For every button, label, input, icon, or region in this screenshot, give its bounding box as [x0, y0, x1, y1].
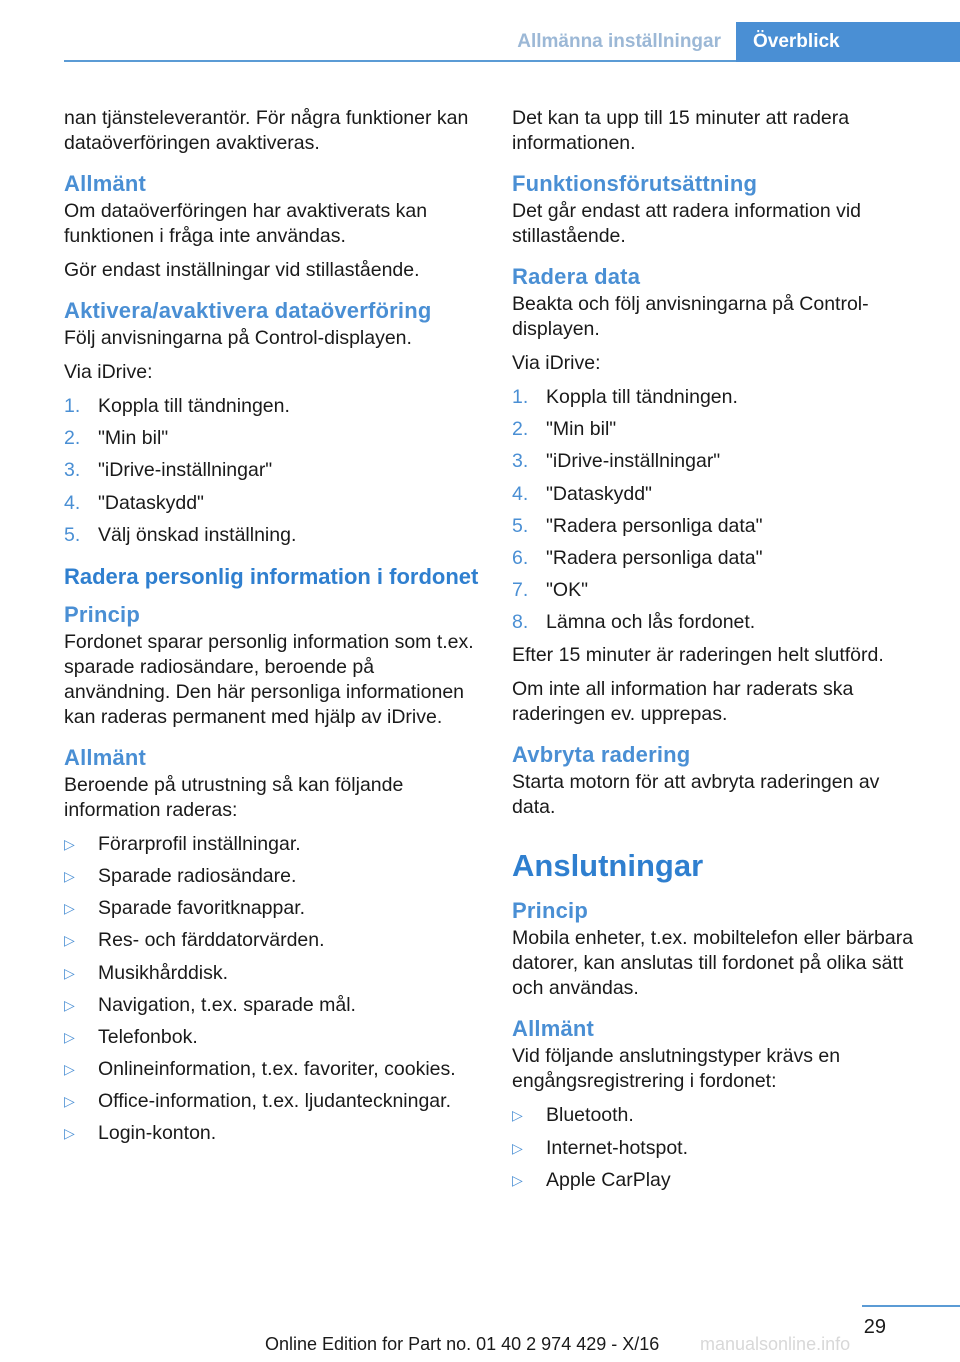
- radera-list: [64, 832, 484, 1147]
- header-tab-label: Överblick: [753, 31, 840, 52]
- list-item: [512, 1103, 927, 1128]
- step-number: 5.: [512, 514, 529, 537]
- edition-line: Online Edition for Part no. 01 40 2 974 429 - X/16: [265, 1334, 660, 1354]
- aktivera-text: Följ anvisningarna på Control-displayen.: [64, 327, 412, 349]
- step-number: 2.: [64, 427, 81, 450]
- list-item: [64, 961, 484, 986]
- list-item: [64, 1121, 484, 1146]
- triangle-bullet-icon: ▷: [64, 996, 75, 1013]
- list-item-text: Internet-hotspot.: [546, 1136, 689, 1159]
- triangle-bullet-icon: ▷: [64, 900, 75, 917]
- step-text: "Radera personliga data": [546, 546, 763, 569]
- heading-allmant-2: Allmänt: [64, 744, 147, 770]
- list-item-text: Musikhårddisk.: [98, 961, 229, 984]
- heading-allmant-3: Allmänt: [512, 1016, 595, 1042]
- page-number: 29: [863, 1316, 886, 1338]
- list-item: [512, 385, 927, 410]
- step-number: 7.: [512, 579, 529, 602]
- step-text: "Min bil": [98, 427, 169, 450]
- avbryta-text: Starta motorn för att avbryta raderingen av data.: [512, 771, 880, 819]
- step-text: Koppla till tändningen.: [546, 386, 738, 408]
- list-item: [64, 928, 484, 953]
- triangle-bullet-icon: ▷: [512, 1107, 523, 1124]
- right-intro: Det kan ta upp till 15 minuter att radera informationen.: [512, 107, 850, 154]
- list-item: [512, 1136, 927, 1161]
- triangle-bullet-icon: ▷: [64, 1061, 75, 1078]
- triangle-bullet-icon: ▷: [64, 1125, 75, 1142]
- triangle-bullet-icon: ▷: [64, 932, 75, 949]
- step-text: Lämna och lås fordonet.: [546, 611, 756, 634]
- list-item: [64, 426, 484, 451]
- step-text: Välj önskad inställning.: [98, 523, 297, 546]
- step-number: 3.: [512, 450, 529, 473]
- list-item-text: Apple CarPlay: [546, 1168, 671, 1191]
- header-section-title: Allmänna inställningar: [517, 31, 721, 52]
- step-number: 1.: [64, 395, 81, 417]
- aktivera-steps: [64, 394, 484, 548]
- step-text: "Min bil": [546, 418, 617, 441]
- triangle-bullet-icon: ▷: [512, 1171, 523, 1188]
- heading-princip: Princip: [64, 601, 140, 627]
- step-text: Koppla till tändningen.: [98, 395, 290, 417]
- heading-radera-data: Radera data: [512, 264, 641, 289]
- step-text: "OK": [546, 579, 589, 602]
- list-item-text: Navigation, t.ex. sparade mål.: [98, 993, 356, 1016]
- anslutning-list: [512, 1103, 927, 1192]
- princip-text: Fordonet sparar personlig information som t.ex. sparade radiosändare, beroende på användning. Den här personliga informationen kan raderas permanent med hjälp av iDrive.: [64, 630, 474, 728]
- step-text: "Dataskydd": [98, 491, 204, 514]
- list-item-text: Sparade favoritknappar.: [98, 897, 306, 920]
- heading-avbryta: Avbryta radering: [512, 742, 691, 768]
- allmant-3-text: Vid följande anslutningstyper krävs en engångsregistrering i fordonet:: [512, 1045, 841, 1093]
- list-item-text: Förarprofil inställningar.: [98, 832, 301, 855]
- list-item: [64, 864, 484, 889]
- funktion-text: Det går endast att radera information vid stillastående.: [512, 200, 862, 247]
- list-item-text: Login-konton.: [98, 1122, 217, 1145]
- left-intro: nan tjänsteleverantör. För några funktioner kan dataöverföringen avaktiveras.: [64, 107, 469, 154]
- allmant-1-text: Om dataöverföringen har avaktiverats kan funktionen i fråga inte användas.: [64, 200, 428, 247]
- step-number: 3.: [64, 459, 81, 482]
- list-item-text: Bluetooth.: [546, 1104, 634, 1127]
- heading-anslutningar: Anslutningar: [512, 848, 704, 884]
- list-item: [512, 417, 927, 442]
- list-item-text: Office-information, t.ex. ljudanteckningar.: [98, 1090, 451, 1113]
- triangle-bullet-icon: ▷: [64, 1093, 75, 1110]
- step-text: "Radera personliga data": [546, 514, 763, 537]
- heading-radera-personlig: Radera personlig information i fordonet: [64, 563, 479, 589]
- list-item-text: Onlineinformation, t.ex. favoriter, cookies.: [98, 1058, 456, 1081]
- left-column: [64, 106, 484, 1154]
- right-column: [512, 106, 927, 1201]
- list-item: [64, 896, 484, 921]
- triangle-bullet-icon: ▷: [64, 835, 75, 852]
- list-item: [64, 523, 484, 548]
- aktivera-via: Via iDrive:: [64, 361, 153, 383]
- step-number: 6.: [512, 546, 529, 569]
- list-item: [64, 832, 484, 857]
- step-text: "iDrive-inställningar": [98, 459, 273, 482]
- heading-funktionsforutsattning: Funktionsförutsättning: [512, 171, 758, 196]
- step-number: 5.: [64, 523, 81, 546]
- step-number: 2.: [512, 418, 529, 441]
- heading-princip-2: Princip: [512, 898, 588, 924]
- triangle-bullet-icon: ▷: [512, 1139, 523, 1156]
- step-number: 8.: [512, 611, 529, 634]
- list-item-text: Res- och färddatorvärden.: [98, 929, 325, 952]
- header-tab: [736, 22, 960, 62]
- allmant-1-note: Gör endast inställningar vid stillastående.: [64, 259, 420, 281]
- list-item: [64, 1057, 484, 1082]
- list-item: [512, 546, 927, 571]
- list-item: [512, 482, 927, 507]
- list-item: [512, 578, 927, 603]
- list-item: [512, 1168, 927, 1193]
- radera-steps: [512, 385, 927, 635]
- list-item: [64, 1089, 484, 1114]
- list-item: [64, 993, 484, 1018]
- list-item: [64, 491, 484, 516]
- triangle-bullet-icon: ▷: [64, 1028, 75, 1045]
- triangle-bullet-icon: ▷: [64, 867, 75, 884]
- radera-text: Beakta och följ anvisningarna på Control-displayen.: [512, 293, 869, 340]
- step-text: "Dataskydd": [546, 482, 652, 505]
- footer-rule: [862, 1305, 960, 1307]
- after-text-1: Efter 15 minuter är raderingen helt slutförd.: [512, 644, 884, 667]
- step-number: 4.: [64, 491, 81, 514]
- list-item: [64, 394, 484, 419]
- list-item: [512, 449, 927, 474]
- list-item: [64, 458, 484, 483]
- list-item: [512, 514, 927, 539]
- list-item-text: Telefonbok.: [98, 1025, 198, 1048]
- watermark: manualsonline.info: [700, 1334, 851, 1354]
- allmant-2-text: Beroende på utrustning så kan följande information raderas:: [64, 773, 404, 821]
- list-item: [512, 610, 927, 635]
- step-text: "iDrive-inställningar": [546, 450, 721, 473]
- step-number: 4.: [512, 482, 529, 505]
- heading-aktivera: Aktivera/avaktivera dataöverföring: [64, 298, 432, 323]
- princip-2-text: Mobila enheter, t.ex. mobiltelefon eller bärbara datorer, kan anslutas till fordonet på olika sätt och användas.: [512, 927, 914, 1000]
- list-item: [64, 1025, 484, 1050]
- after-text-2: Om inte all information har raderats ska raderingen ev. upprepas.: [512, 678, 854, 726]
- step-number: 1.: [512, 386, 529, 408]
- radera-via: Via iDrive:: [512, 352, 601, 374]
- triangle-bullet-icon: ▷: [64, 964, 75, 981]
- heading-allmant-1: Allmänt: [64, 171, 147, 196]
- list-item-text: Sparade radiosändare.: [98, 864, 297, 887]
